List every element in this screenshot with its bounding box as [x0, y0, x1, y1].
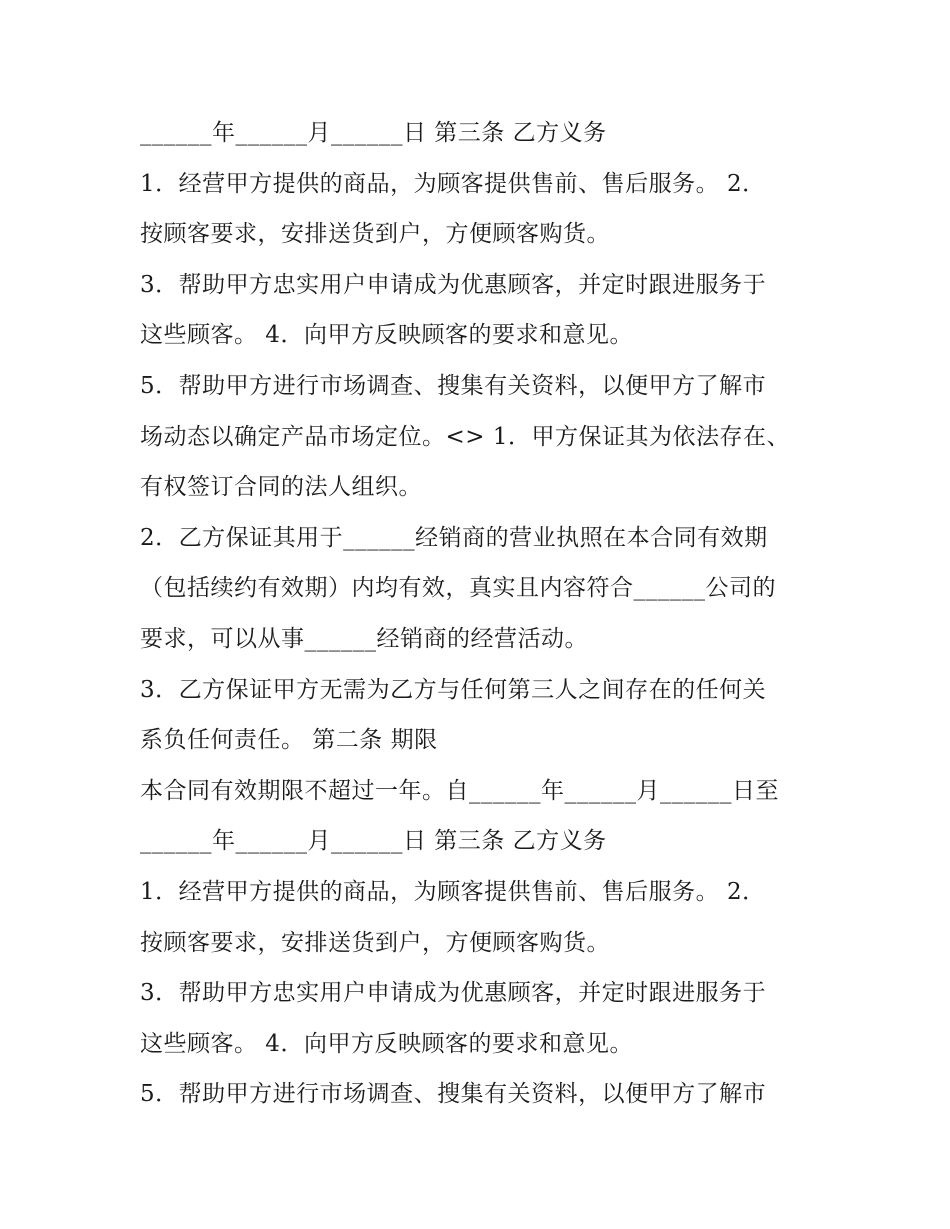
text-line: 这些顾客。 4．向甲方反映顾客的要求和意见。: [140, 1030, 633, 1057]
text-line: 按顾客要求，安排送货到户，方便顾客购货。: [140, 929, 610, 956]
text-line: 5．帮助甲方进行市场调查、搜集有关资料，以便甲方了解市: [140, 372, 767, 399]
text-line: 本合同有效期限不超过一年。自______年______月______日至: [140, 777, 779, 804]
contract-body-text: [140, 108, 820, 1120]
text-line: 这些顾客。 4．向甲方反映顾客的要求和意见。: [140, 322, 633, 349]
text-line: （包括续约有效期）内均有效，真实且内容符合______公司的: [140, 575, 776, 602]
text-line: 场动态以确定产品市场定位。<> 1．甲方保证其为依法存在、: [140, 423, 790, 450]
text-line: 系负任何责任。 第二条 期限: [140, 727, 438, 754]
text-line: 1．经营甲方提供的商品，为顾客提供售前、售后服务。 2．: [140, 170, 766, 197]
text-line: 按顾客要求，安排送货到户，方便顾客购货。: [140, 221, 610, 248]
text-line: ______年______月______日 第三条 乙方义务: [140, 120, 607, 146]
text-line: 3．乙方保证甲方无需为乙方与任何第三人之间存在的任何关: [140, 676, 767, 703]
text-line: 3．帮助甲方忠实用户申请成为优惠顾客，并定时跟进服务于: [140, 271, 767, 298]
text-line: 2．乙方保证其用于______经销商的营业执照在本合同有效期: [140, 524, 768, 551]
text-line: 1．经营甲方提供的商品，为顾客提供售前、售后服务。 2．: [140, 878, 766, 905]
text-line: 5．帮助甲方进行市场调查、搜集有关资料，以便甲方了解市: [140, 1081, 767, 1108]
text-line: 要求，可以从事______经销商的经营活动。: [140, 625, 588, 652]
text-line: ______年______月______日 第三条 乙方义务: [140, 828, 607, 855]
text-line: 3．帮助甲方忠实用户申请成为优惠顾客，并定时跟进服务于: [140, 980, 767, 1007]
text-line: 有权签订合同的法人组织。: [140, 474, 422, 501]
